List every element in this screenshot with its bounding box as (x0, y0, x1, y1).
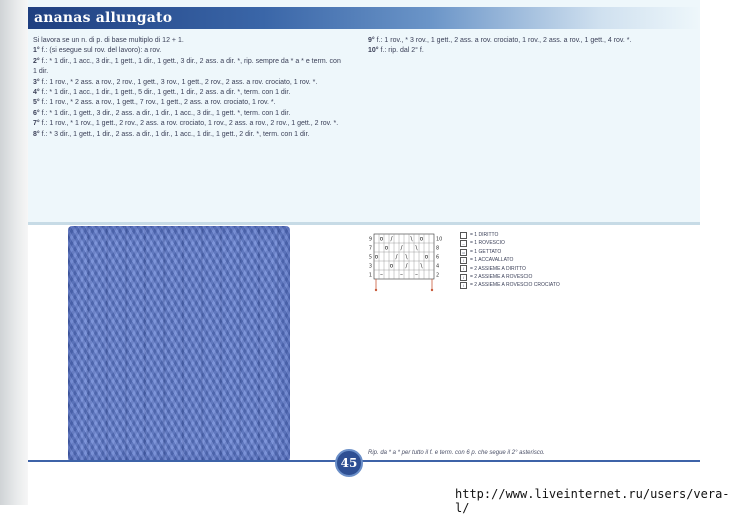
chart-row-label: 3 (368, 263, 372, 270)
row-text: f.: * 1 dir., 1 gett., 3 dir., 2 ass. a dir., 1 dir., 1 acc., 3 dir., 1 gett. *, term. con 1 dir. (41, 109, 291, 117)
legend-symbol: \ (460, 282, 467, 289)
instruction-row (33, 109, 343, 119)
row-number: 1° (33, 47, 42, 55)
symbol-legend (460, 231, 560, 290)
legend-item (460, 265, 560, 273)
chart-row-label: 5 (368, 254, 372, 261)
row-number: 2° (33, 57, 42, 65)
legend-text: = 1 DIRITTO (470, 232, 499, 238)
instruction-row (33, 46, 343, 56)
instruction-row (33, 78, 343, 88)
chart-row-label: 2 (436, 272, 440, 279)
row-number: 8° (33, 130, 42, 138)
chart-row-label: 7 (368, 245, 372, 252)
instruction-row (368, 46, 678, 56)
legend-text: = 2 ASSIEME A ROVESCIO CROCIATO (470, 282, 560, 289)
stitch-symbol: \ (405, 253, 408, 261)
instruction-row (33, 119, 343, 129)
instructions-right (368, 36, 678, 57)
legend-symbol: o (460, 249, 467, 256)
row-text: f.: 1 rov., * 2 ass. a rov., 1 gett., 7 rov., 1 gett., 2 ass. a rov. crociato, 1 rov. *. (41, 99, 276, 107)
legend-text: = 2 ASSIEME A ROVESCIO (470, 274, 533, 281)
chart-row-label: 6 (436, 254, 440, 261)
row-number: 10° (368, 47, 381, 55)
row-number: 6° (33, 109, 42, 117)
legend-symbol: / (460, 265, 467, 272)
row-text: f.: rip. dal 2° f. (380, 47, 424, 55)
legend-symbol: \ (460, 257, 467, 264)
stitch-symbol: o (374, 253, 379, 261)
legend-text: = 1 GETTATO (470, 248, 502, 255)
legend-symbol: – (460, 240, 467, 247)
stitch-symbol: / (395, 253, 398, 261)
instruction-row (33, 88, 343, 98)
stitch-symbol: – (415, 271, 418, 279)
row-number: 7° (33, 120, 42, 128)
stitch-symbol: / (405, 262, 408, 270)
chart-row-label: 8 (436, 245, 440, 252)
row-text: f.: 1 rov., * 3 rov., 1 gett., 2 ass. a rov. crociato, 1 rov., 2 ass. a rov., 1 gett., 4 rov. *. (376, 37, 632, 44)
row-text: f.: * 1 dir., 1 acc., 3 dir., 1 gett., 1 dir., 1 gett., 3 dir., 2 ass. a dir. *, rip. sempre da * a * e term. con 1 dir. (33, 57, 341, 76)
repeat-marker-dot (431, 289, 433, 291)
stitch-symbol: o (384, 244, 389, 252)
legend-item (460, 256, 560, 264)
legend-item (460, 273, 560, 281)
instruction-row (33, 98, 343, 108)
page-title: ananas allungato (34, 10, 173, 26)
instruction-row (33, 57, 343, 78)
row-number: 9° (368, 37, 377, 44)
repeat-marker-dot (375, 289, 377, 291)
legend-text: = 1 ROVESCIO (470, 240, 505, 247)
row-text: f.: 1 rov., * 2 ass. a rov., 2 rov., 1 gett., 3 rov., 1 gett., 2 rov., 2 ass. a rov. crociato, 1 rov. *. (41, 78, 318, 86)
knitting-swatch-photo (68, 226, 290, 462)
chart-row-label: 10 (436, 236, 443, 243)
row-text: f.: * 1 dir., 1 acc., 1 dir., 1 gett., 5 dir., 1 gett., 1 dir., 2 ass. a dir. *, term. con 1 dir. (41, 89, 291, 97)
stitch-symbol: / (390, 235, 393, 243)
stitch-symbol: / (400, 244, 403, 252)
stitch-symbol: o (424, 253, 429, 261)
instruction-row (368, 36, 678, 46)
instructions-left (33, 36, 343, 140)
stitch-chart (362, 232, 444, 294)
stitch-symbol: – (380, 271, 383, 279)
row-text: f.: (si esegue sul rov. del lavoro): a rov. (41, 47, 162, 55)
legend-text: = 1 ACCAVALLATO (470, 257, 514, 264)
instruction-row (33, 130, 343, 140)
stitch-symbol: o (419, 235, 424, 243)
footer-rule (28, 460, 700, 462)
chart-row-label: 1 (368, 272, 372, 279)
header-band-edge (28, 222, 700, 225)
page-gutter (0, 0, 28, 505)
stitch-symbol: \ (420, 262, 423, 270)
row-number: 4° (33, 89, 42, 97)
instructions-intro: Si lavora se un n. di p. di base multiplo di 12 + 1. (33, 37, 184, 44)
title-bar (28, 7, 700, 29)
stitch-symbol: o (379, 235, 384, 243)
legend-item (460, 281, 560, 289)
row-text: f.: 1 rov., * 1 rov., 1 gett., 2 rov., 2 ass. a rov. crociato, 1 rov., 2 ass. a rov., 2 rov., 1 gett., 2 rov. *. (41, 120, 339, 128)
page-number: 45 (335, 449, 363, 477)
legend-symbol: / (460, 274, 467, 281)
stitch-symbol: \ (415, 244, 418, 252)
legend-text: = 2 ASSIEME A DIRITTO (470, 265, 526, 272)
stitch-symbol: \ (410, 235, 413, 243)
legend-item (460, 239, 560, 247)
row-number: 3° (33, 78, 42, 86)
watermark-url: http://www.liveinternet.ru/users/vera-l/ (455, 487, 730, 515)
row-text: f.: * 3 dir., 1 gett., 1 dir., 2 ass. a dir., 1 dir., 1 acc., 1 dir., 1 gett., 2 dir. *, term. con 1 dir. (41, 130, 310, 138)
legend-symbol (460, 232, 467, 239)
stitch-symbol: o (389, 262, 394, 270)
legend-item (460, 248, 560, 256)
repeat-note: Rip. da * a * per tutto il f. e term. con 6 p. che segue il 2° asterisco. (368, 450, 545, 456)
row-number: 5° (33, 99, 42, 107)
legend-item (460, 231, 560, 239)
stitch-symbol: – (400, 271, 403, 279)
chart-row-label: 9 (368, 236, 372, 243)
chart-row-label: 4 (436, 263, 440, 270)
